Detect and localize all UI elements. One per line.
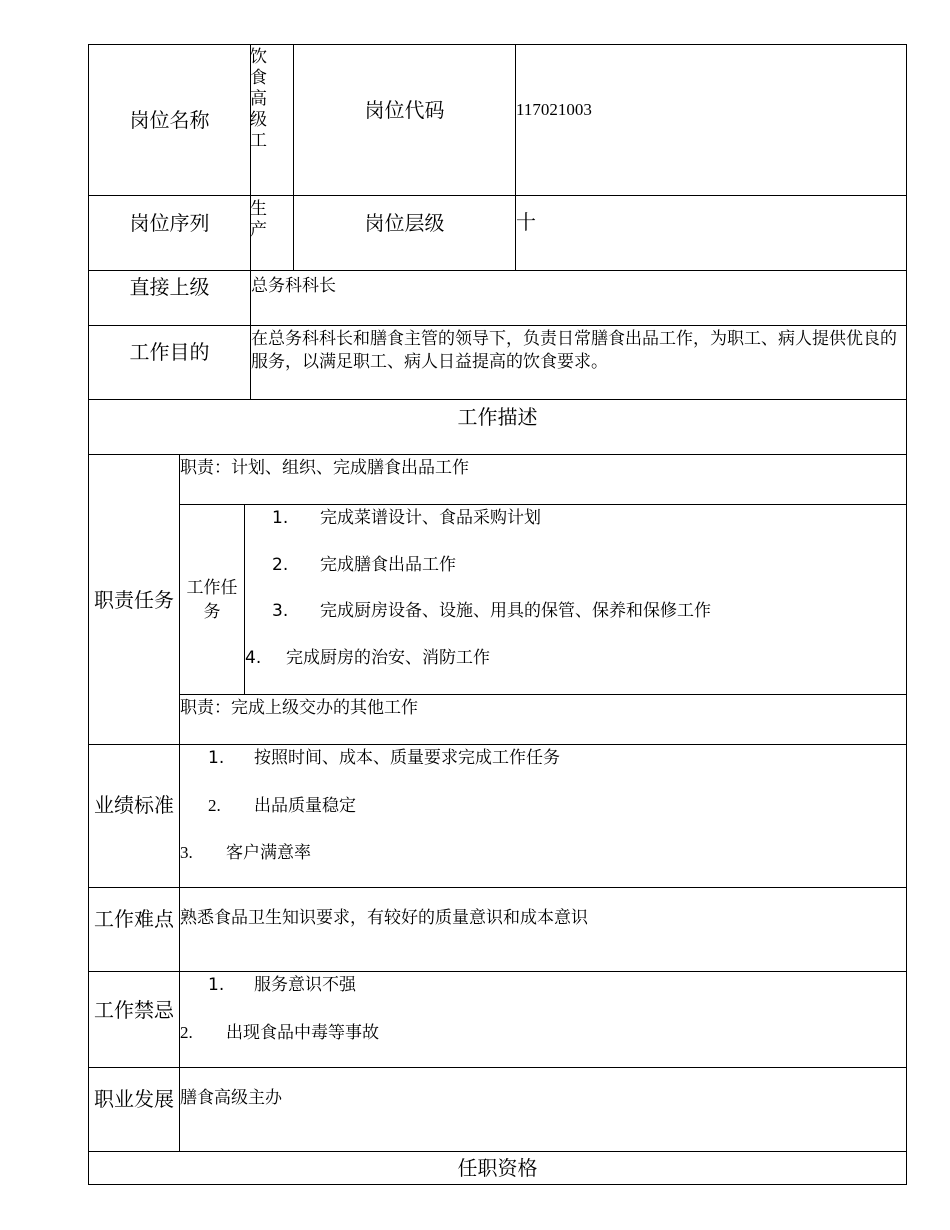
performance-label: 业绩标准	[94, 793, 174, 817]
task-item	[245, 647, 490, 670]
performance-text: 客户满意率	[226, 843, 311, 863]
task-item	[272, 507, 541, 530]
superior-value: 总务科科长	[251, 276, 336, 296]
difficulty-label: 工作难点	[94, 907, 174, 931]
task-number: 4.	[245, 648, 262, 668]
purpose-value: 在总务科科长和膳食主管的领导下，负责日常膳食出品工作，为职工、病人提供优良的服务，以满足职工、病人日益提高的饮食要求。	[251, 329, 897, 372]
taboo-number: 1.	[208, 975, 225, 995]
task-text: 完成厨房设备、设施、用具的保管、保养和保修工作	[320, 601, 711, 621]
performance-item	[208, 747, 560, 770]
task-number: 3.	[272, 601, 289, 621]
taboo-item	[180, 1021, 379, 1045]
performance-item	[180, 841, 311, 865]
post-series-label: 岗位序列	[129, 210, 210, 235]
task-text: 完成膳食出品工作	[320, 555, 456, 575]
post-code-value: 117021003	[516, 100, 592, 119]
performance-number: 1.	[208, 748, 225, 768]
post-name-value: 饮食高级工	[250, 47, 267, 151]
taboo-text: 出现食品中毒等事故	[226, 1023, 379, 1043]
superior-label: 直接上级	[129, 274, 210, 299]
taboo-text: 服务意识不强	[254, 975, 356, 995]
post-code-label: 岗位代码	[364, 97, 445, 122]
task-text: 完成菜谱设计、食品采购计划	[320, 508, 541, 528]
performance-text: 按照时间、成本、质量要求完成工作任务	[254, 748, 560, 768]
duty-1-text: 职责：计划、组织、完成膳食出品工作	[180, 458, 469, 478]
taboo-item	[208, 974, 356, 997]
taboo-number: 2.	[180, 1023, 193, 1042]
post-level-value: 十	[516, 210, 536, 234]
job-description-title: 工作描述	[457, 404, 538, 429]
task-label: 工作任务	[186, 577, 238, 622]
qualification-title: 任职资格	[457, 1155, 538, 1180]
performance-item	[208, 794, 356, 818]
purpose-label: 工作目的	[129, 339, 210, 364]
duty-2-text: 职责：完成上级交办的其他工作	[180, 698, 418, 718]
career-value: 膳食高级主办	[180, 1088, 282, 1108]
post-name-label: 岗位名称	[129, 107, 210, 132]
performance-number: 3.	[180, 843, 193, 862]
performance-number: 2.	[208, 796, 221, 815]
post-series-value: 生产	[250, 199, 267, 240]
difficulty-value: 熟悉食品卫生知识要求，有较好的质量意识和成本意识	[180, 908, 588, 928]
task-item	[272, 554, 456, 577]
task-text: 完成厨房的治安、消防工作	[286, 648, 490, 668]
taboo-label: 工作禁忌	[94, 998, 174, 1022]
post-level-label: 岗位层级	[364, 210, 445, 235]
task-item	[272, 600, 711, 623]
career-label: 职业发展	[94, 1087, 174, 1111]
task-number: 1.	[272, 508, 289, 528]
task-number: 2.	[272, 555, 289, 575]
performance-text: 出品质量稳定	[254, 796, 356, 816]
duty-label: 职责任务	[94, 587, 174, 612]
